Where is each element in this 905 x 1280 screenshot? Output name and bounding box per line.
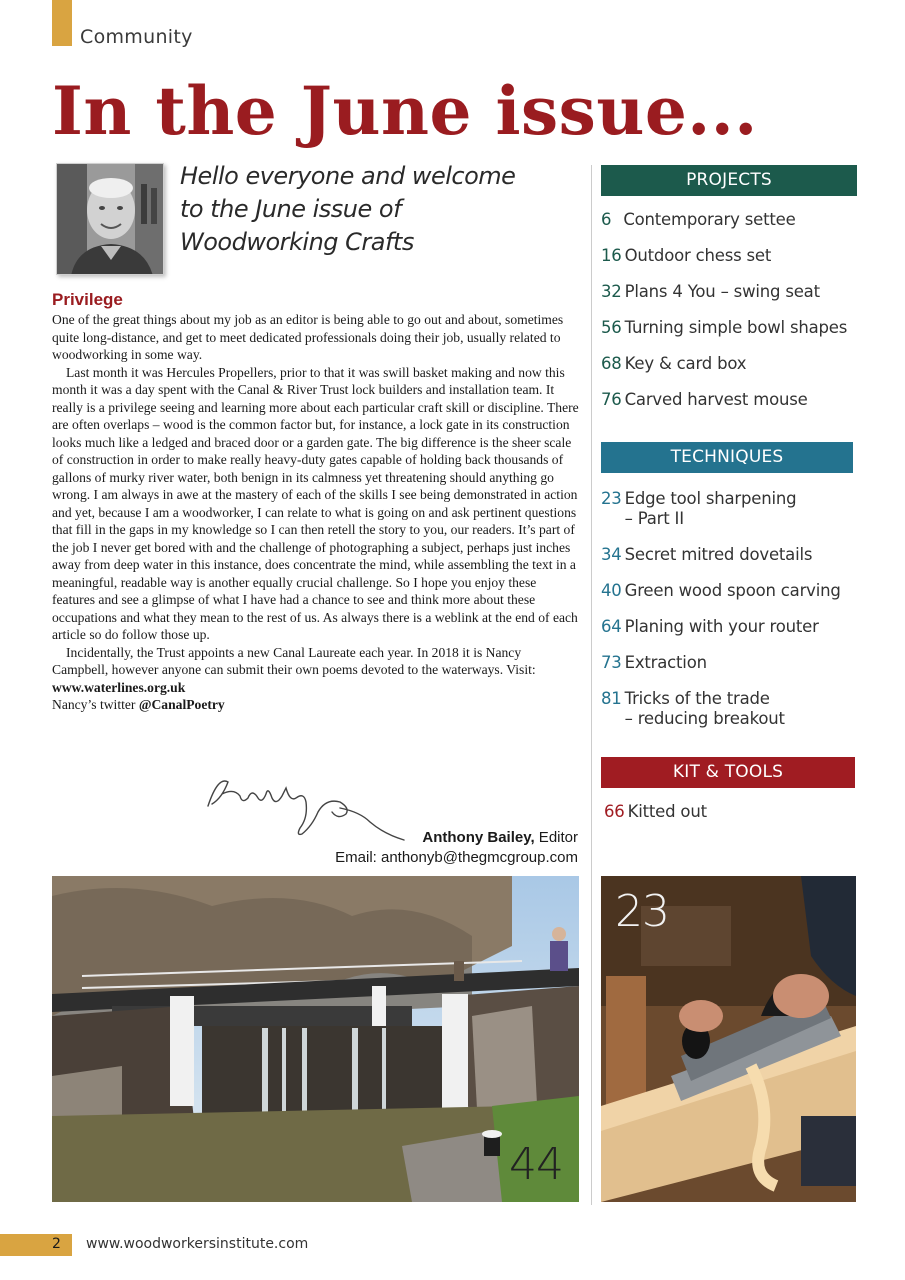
toc-page-number: 16 — [601, 246, 622, 265]
intro-line: Hello everyone and welcome — [180, 162, 516, 190]
toc-item[interactable] — [601, 390, 857, 426]
toc-title: Extraction — [624, 653, 707, 672]
toc-page-number: 56 — [601, 318, 622, 337]
article-heading: Privilege — [52, 290, 123, 309]
toc-title: Key & card box — [624, 354, 747, 373]
twitter-handle-link[interactable]: @CanalPoetry — [138, 697, 225, 712]
toc-projects-header: PROJECTS — [601, 165, 857, 196]
footer-website-link[interactable]: www.woodworkersinstitute.com — [86, 1236, 309, 1252]
toc-title: Planing with your router — [624, 617, 819, 636]
paragraph-text: Incidentally, the Trust appoints a new Canal Laureate each year. In 2018 it is Nancy Campbell, however anyone can submit their own poems devoted to the waterways. Visit: — [52, 644, 536, 677]
intro-greeting — [180, 160, 540, 259]
toc-page-number: 68 — [601, 354, 622, 373]
toc-kit-list — [601, 802, 855, 838]
toc-techniques — [601, 442, 853, 745]
toc-page-number: 6 — [601, 210, 612, 229]
toc-item[interactable] — [601, 545, 853, 581]
toc-page-number: 34 — [601, 545, 622, 564]
toc-page-number: 81 — [601, 689, 622, 708]
toc-item[interactable] — [601, 653, 853, 689]
article-paragraph: One of the great things about my job as an editor is being able to go out and about, sometimes quite long-distance, and get to meet dedicated professionals doing their job, usually related to woodworking in some way. — [52, 312, 564, 362]
toc-projects-list — [601, 210, 857, 426]
article-paragraph — [52, 644, 580, 697]
toc-title-line: Tricks of the trade — [624, 689, 770, 708]
toc-item[interactable] — [601, 617, 853, 653]
hand-plane-photo[interactable] — [601, 876, 856, 1202]
toc-title: Plans 4 You – swing seat — [624, 282, 820, 301]
article-paragraph — [52, 696, 580, 714]
toc-title-line: Edge tool sharpening — [624, 489, 797, 508]
toc-item[interactable] — [601, 318, 857, 354]
column-divider — [591, 165, 592, 1205]
page-headline: In the June issue... — [52, 72, 758, 150]
intro-line: Woodworking Crafts — [180, 228, 414, 256]
toc-techniques-list — [601, 489, 853, 745]
page-number: 2 — [52, 1236, 61, 1252]
footer-color-tab — [0, 1234, 72, 1256]
editor-byline — [335, 828, 578, 868]
editor-role: Editor — [534, 829, 578, 846]
editor-email[interactable]: Email: anthonyb@thegmcgroup.com — [335, 849, 578, 866]
toc-item[interactable] — [601, 581, 853, 617]
toc-page-number: 66 — [604, 802, 625, 821]
canal-lock-photo[interactable] — [52, 876, 579, 1202]
toc-page-number: 32 — [601, 282, 622, 301]
paragraph-text: Nancy’s twitter — [52, 697, 139, 712]
photo-page-number: 44 — [509, 1139, 563, 1190]
toc-title: Contemporary settee — [623, 210, 796, 229]
toc-kit — [601, 757, 855, 838]
toc-item[interactable] — [601, 282, 857, 318]
toc-kit-header: KIT & TOOLS — [601, 757, 855, 788]
toc-title: Green wood spoon carving — [624, 581, 841, 600]
toc-title: Outdoor chess set — [624, 246, 772, 265]
toc-item[interactable] — [601, 802, 855, 838]
intro-line: to the June issue of — [180, 195, 402, 223]
waterlines-link[interactable]: www.waterlines.org.uk — [52, 679, 186, 695]
byline-line — [335, 828, 578, 848]
photo-page-number: 23 — [615, 886, 669, 937]
toc-title-line: – Part II — [624, 509, 684, 528]
toc-page-number: 23 — [601, 489, 622, 508]
toc-item[interactable] — [601, 489, 853, 545]
toc-projects — [601, 165, 857, 426]
toc-item[interactable] — [601, 354, 857, 390]
section-label: Community — [80, 26, 193, 48]
toc-item[interactable] — [601, 210, 857, 246]
toc-item[interactable] — [601, 246, 857, 282]
toc-page-number: 40 — [601, 581, 622, 600]
toc-title: Carved harvest mouse — [624, 390, 808, 409]
article-body — [52, 311, 580, 714]
toc-title: Kitted out — [627, 802, 707, 821]
editor-name: Anthony Bailey, — [422, 829, 535, 846]
toc-page-number: 73 — [601, 653, 622, 672]
toc-title: Secret mitred dovetails — [624, 545, 813, 564]
article-paragraph: Last month it was Hercules Propellers, prior to that it was swill basket making and now this month it was a day spent with the Canal & River Trust lock builders and installation team. It really is a privilege seeing and learning more about each particular craft skill or discipline. There are often overlaps – wood is the common factor but, for instance, a lock gate in its construction looks much like a ledged and braced door or a garden gate. The big difference is the sheer scale of construction in order to make really heavy-duty gates capable of holding back thousands of gallons of murky river water, both benign in its calmness yet threatening should anything go wrong. I am always in awe at the mastery of each of the skills I see being demonstrated in action and yet, because I am a woodworker, I can relate to what is going on and ask pertinent questions that fill in the gaps in my knowledge so I can then retell the story to you, our readers. It’s part of the job I never get bored with and the challenge of photographing a subject, perhaps just inches away from deep water in this instance, does concentrate the mind, while assembling the text in a meaningful, readable way is another equally crucial challenge. So I hope you enjoy these features and see a glimpse of what I have had a chance to see and think more about these occupations and what they mean to the rest of us. As always there is a weblink at the end of each article so do follow those up. — [52, 364, 579, 642]
toc-page-number: 64 — [601, 617, 622, 636]
toc-title: Turning simple bowl shapes — [624, 318, 848, 337]
section-color-tab — [52, 0, 72, 46]
toc-page-number: 76 — [601, 390, 622, 409]
editor-portrait — [56, 163, 164, 275]
toc-title — [625, 489, 853, 545]
toc-techniques-header: TECHNIQUES — [601, 442, 853, 473]
toc-title-line: – reducing breakout — [624, 709, 785, 728]
toc-title — [625, 689, 853, 745]
toc-item[interactable] — [601, 689, 853, 745]
